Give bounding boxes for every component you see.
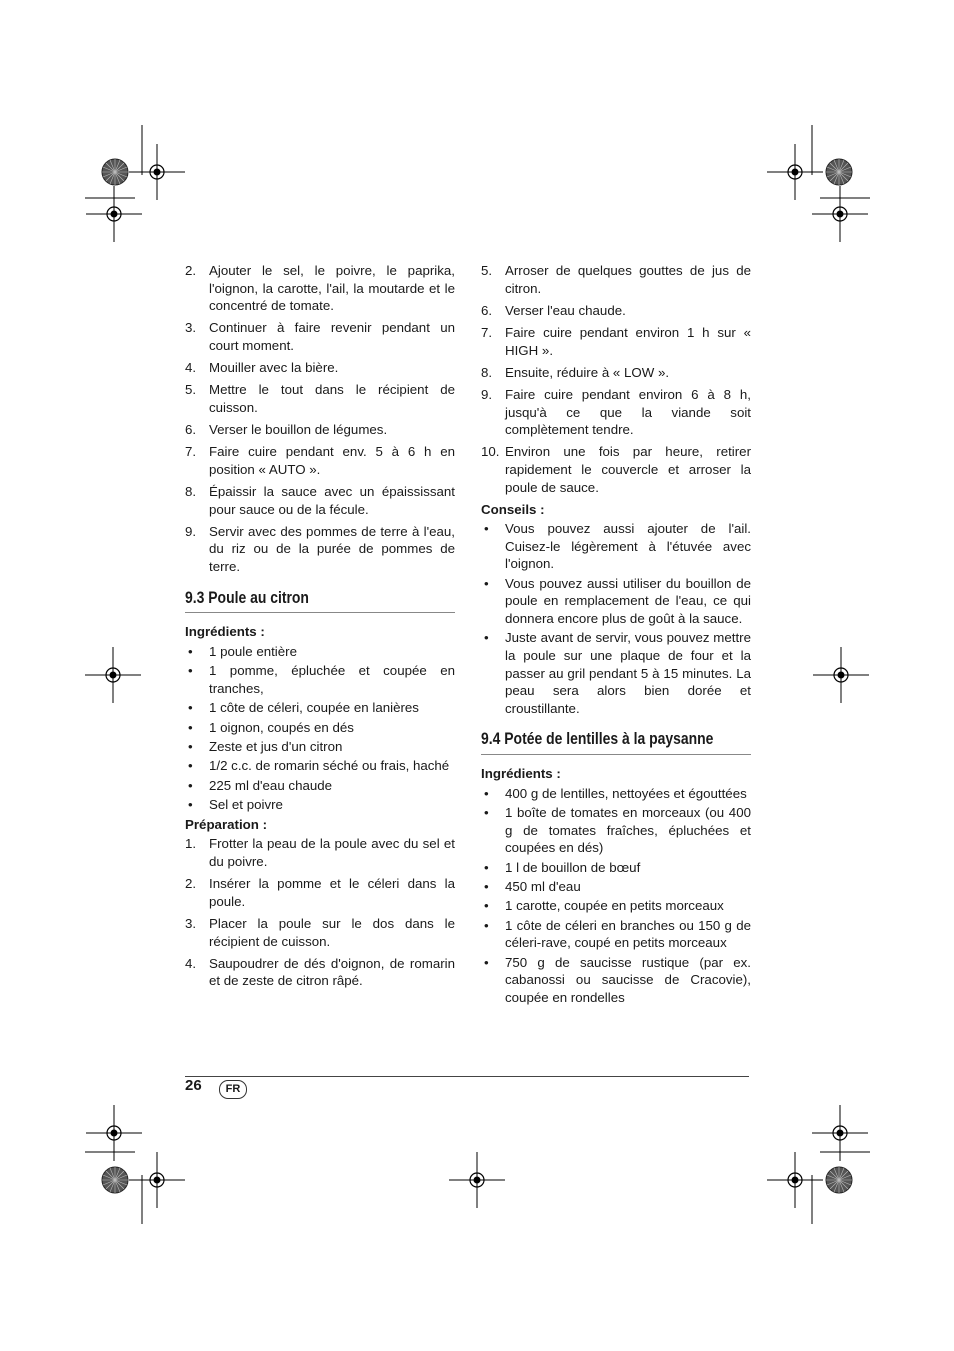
- numbered-step: [185, 875, 455, 910]
- bullet-icon: •: [484, 804, 489, 820]
- ingredients-list: [185, 643, 455, 814]
- bullet-text: 750 g de saucisse rustique (par ex. cabanossi ou saucisse de Cracovie), coupée en rondelles: [505, 954, 751, 1005]
- step-number: 8.: [185, 484, 197, 500]
- ingredients-label: Ingrédients :: [185, 624, 265, 640]
- bullet-item: [185, 643, 455, 661]
- numbered-step: [185, 359, 455, 377]
- bullet-icon: •: [188, 758, 193, 774]
- ingredients-label: Ingrédients :: [481, 766, 561, 781]
- numbered-step: [185, 421, 455, 439]
- step-text: Mouiller avec la bière.: [209, 360, 339, 376]
- step-number: 3.: [185, 915, 197, 931]
- ingredients-list: [481, 785, 751, 1007]
- bullet-icon: •: [188, 777, 193, 793]
- numbered-step: [481, 262, 751, 297]
- bullet-icon: •: [484, 898, 489, 914]
- step-text: Arroser de quelques gouttes de jus de citron.: [505, 263, 751, 296]
- numbered-step: [185, 955, 455, 990]
- bullet-item: [481, 520, 751, 573]
- step-number: 2.: [185, 263, 197, 278]
- bullet-item: [185, 719, 455, 737]
- bullet-item: [481, 859, 751, 877]
- step-number: 3.: [185, 320, 197, 336]
- numbered-step: [481, 324, 751, 359]
- bullet-icon: •: [188, 739, 193, 754]
- bullet-text: 1 côte de céleri en branches ou 150 g de céleri-rave, coupé en petits morceaux: [505, 917, 751, 951]
- bullet-text: 1 boîte de tomates en morceaux (ou 400 g de tomates fraîches, épluchées et coupées en dés): [505, 804, 751, 856]
- left-column: [185, 262, 455, 994]
- bullet-icon: •: [188, 643, 193, 659]
- bullet-text: 1 carotte, coupée en petits morceaux: [505, 898, 724, 914]
- numbered-step: [185, 483, 455, 518]
- footer-divider: [185, 1076, 749, 1077]
- step-text: Faire cuire pendant environ 6 à 8 h, jusqu'à ce que la viande soit complètement tendre.: [505, 386, 751, 438]
- bullet-item: [481, 575, 751, 628]
- section-title-potee-de-lentilles: 9.4 Potée de lentilles à la paysanne: [481, 729, 714, 749]
- step-text: Verser le bouillon de légumes.: [209, 422, 388, 438]
- step-text: Insérer la pomme et le céleri dans la poule.: [209, 876, 455, 909]
- step-number: 4.: [185, 955, 197, 971]
- numbered-step: [481, 364, 751, 382]
- step-text: Frotter la peau de la poule avec du sel et du poivre.: [209, 836, 455, 869]
- bullet-text: Zeste et jus d'un citron: [209, 739, 343, 754]
- bullet-text: 1 l de bouillon de bœuf: [505, 859, 641, 875]
- step-number: 8.: [481, 364, 493, 380]
- section-divider: [185, 612, 455, 613]
- numbered-step: [185, 835, 455, 870]
- step-number: 6.: [185, 422, 197, 438]
- step-number: 9.: [481, 386, 493, 402]
- step-text: Servir avec des pommes de terre à l'eau, du riz ou de la purée de pommes de terre.: [209, 523, 455, 575]
- bullet-text: Sel et poivre: [209, 797, 283, 813]
- bullet-item: [481, 629, 751, 717]
- step-text: Épaissir la sauce avec un épaississant pour sauce ou de la fécule.: [209, 484, 455, 517]
- bullet-text: Vous pouvez aussi ajouter de l'ail. Cuisez-le légèrement à l'étuvée avec l'oignon.: [505, 521, 751, 572]
- bullet-item: [185, 796, 455, 814]
- numbered-step: [481, 386, 751, 439]
- bullet-item: [481, 804, 751, 857]
- tips-label: Conseils :: [481, 501, 545, 517]
- bullet-text: 225 ml d'eau chaude: [209, 777, 333, 793]
- step-text: Faire cuire pendant environ 1 h sur « HIGH ».: [505, 324, 751, 358]
- bullet-item: [481, 897, 751, 915]
- bullet-icon: •: [484, 521, 489, 537]
- bullet-icon: •: [484, 630, 489, 646]
- step-number: 7.: [481, 324, 493, 340]
- step-number: 6.: [481, 302, 493, 318]
- numbered-step: [185, 915, 455, 950]
- bullet-text: Juste avant de servir, vous pouvez mettre la poule sur une plaque de four et la passer au gril pendant 5 à 15 minutes. La peau sera alors bien dorée et croustillante.: [505, 630, 751, 716]
- bullet-item: [185, 699, 455, 717]
- step-number: 10.: [481, 444, 500, 460]
- bullet-text: Vous pouvez aussi utiliser du bouillon de poule en remplacement de l'eau, ce qui donnera encore plus de goût à la sauce.: [505, 575, 751, 627]
- section-title-poule-au-citron: 9.3 Poule au citron: [185, 587, 309, 607]
- numbered-step: [185, 381, 455, 416]
- left-step-list: [185, 262, 455, 576]
- numbered-step: [185, 319, 455, 354]
- bullet-item: [185, 777, 455, 795]
- bullet-item: [481, 878, 751, 896]
- step-number: 7.: [185, 444, 197, 460]
- step-number: 5.: [481, 263, 493, 278]
- numbered-step: [185, 443, 455, 478]
- step-text: Continuer à faire revenir pendant un court moment.: [209, 320, 455, 353]
- step-number: 2.: [185, 876, 197, 892]
- bullet-icon: •: [188, 700, 193, 716]
- bullet-icon: •: [484, 878, 489, 894]
- numbered-step: [185, 523, 455, 576]
- preparation-label: Préparation :: [185, 816, 268, 832]
- step-text: Faire cuire pendant env. 5 à 6 h en position « AUTO ».: [209, 444, 455, 477]
- bullet-item: [185, 757, 455, 775]
- step-text: Environ une fois par heure, retirer rapidement le couvercle et arroser la poule de sauce.: [505, 444, 751, 495]
- bullet-icon: •: [188, 663, 193, 679]
- bullet-text: 450 ml d'eau: [505, 878, 581, 894]
- language-badge: FR: [219, 1080, 247, 1099]
- bullet-icon: •: [484, 859, 489, 875]
- step-text: Saupoudrer de dés d'oignon, de romarin et de zeste de citron râpé.: [209, 955, 455, 989]
- step-number: 1.: [185, 836, 197, 852]
- step-number: 9.: [185, 523, 197, 539]
- preparation-list: [185, 835, 455, 990]
- right-column: [481, 262, 751, 1008]
- bullet-text: 1 oignon, coupés en dés: [209, 719, 354, 735]
- bullet-text: 1/2 c.c. de romarin séché ou frais, haché: [209, 758, 450, 774]
- bullet-item: [481, 917, 751, 952]
- step-number: 5.: [185, 382, 197, 398]
- section-divider: [481, 754, 751, 755]
- bullet-icon: •: [484, 917, 489, 933]
- bullet-text: 1 poule entière: [209, 643, 297, 659]
- step-text: Placer la poule sur le dos dans le récipient de cuisson.: [209, 915, 455, 949]
- numbered-step: [481, 302, 751, 320]
- step-text: Mettre le tout dans le récipient de cuisson.: [209, 382, 455, 415]
- bullet-text: 1 pomme, épluchée et coupée en tranches,: [209, 663, 455, 696]
- step-text: Verser l'eau chaude.: [505, 302, 626, 318]
- bullet-item: [481, 954, 751, 1007]
- bullet-item: [185, 662, 455, 697]
- bullet-text: 1 côte de céleri, coupée en lanières: [209, 700, 419, 716]
- numbered-step: [481, 443, 751, 496]
- bullet-text: 400 g de lentilles, nettoyées et égouttées: [505, 785, 747, 801]
- bullet-icon: •: [188, 719, 193, 735]
- right-step-list: [481, 262, 751, 496]
- bullet-icon: •: [188, 797, 193, 813]
- bullet-icon: •: [484, 954, 489, 970]
- numbered-step: [185, 262, 455, 315]
- page-number: 26: [185, 1077, 202, 1094]
- step-text: Ensuite, réduire à « LOW ».: [505, 364, 670, 380]
- bullet-item: [481, 785, 751, 803]
- bullet-item: [185, 738, 455, 756]
- bullet-icon: •: [484, 785, 489, 801]
- tips-list: [481, 520, 751, 717]
- step-number: 4.: [185, 360, 197, 376]
- step-text: Ajouter le sel, le poivre, le paprika, l'oignon, la carotte, l'ail, la moutarde et le concentré de tomate.: [209, 263, 455, 314]
- bullet-icon: •: [484, 575, 489, 591]
